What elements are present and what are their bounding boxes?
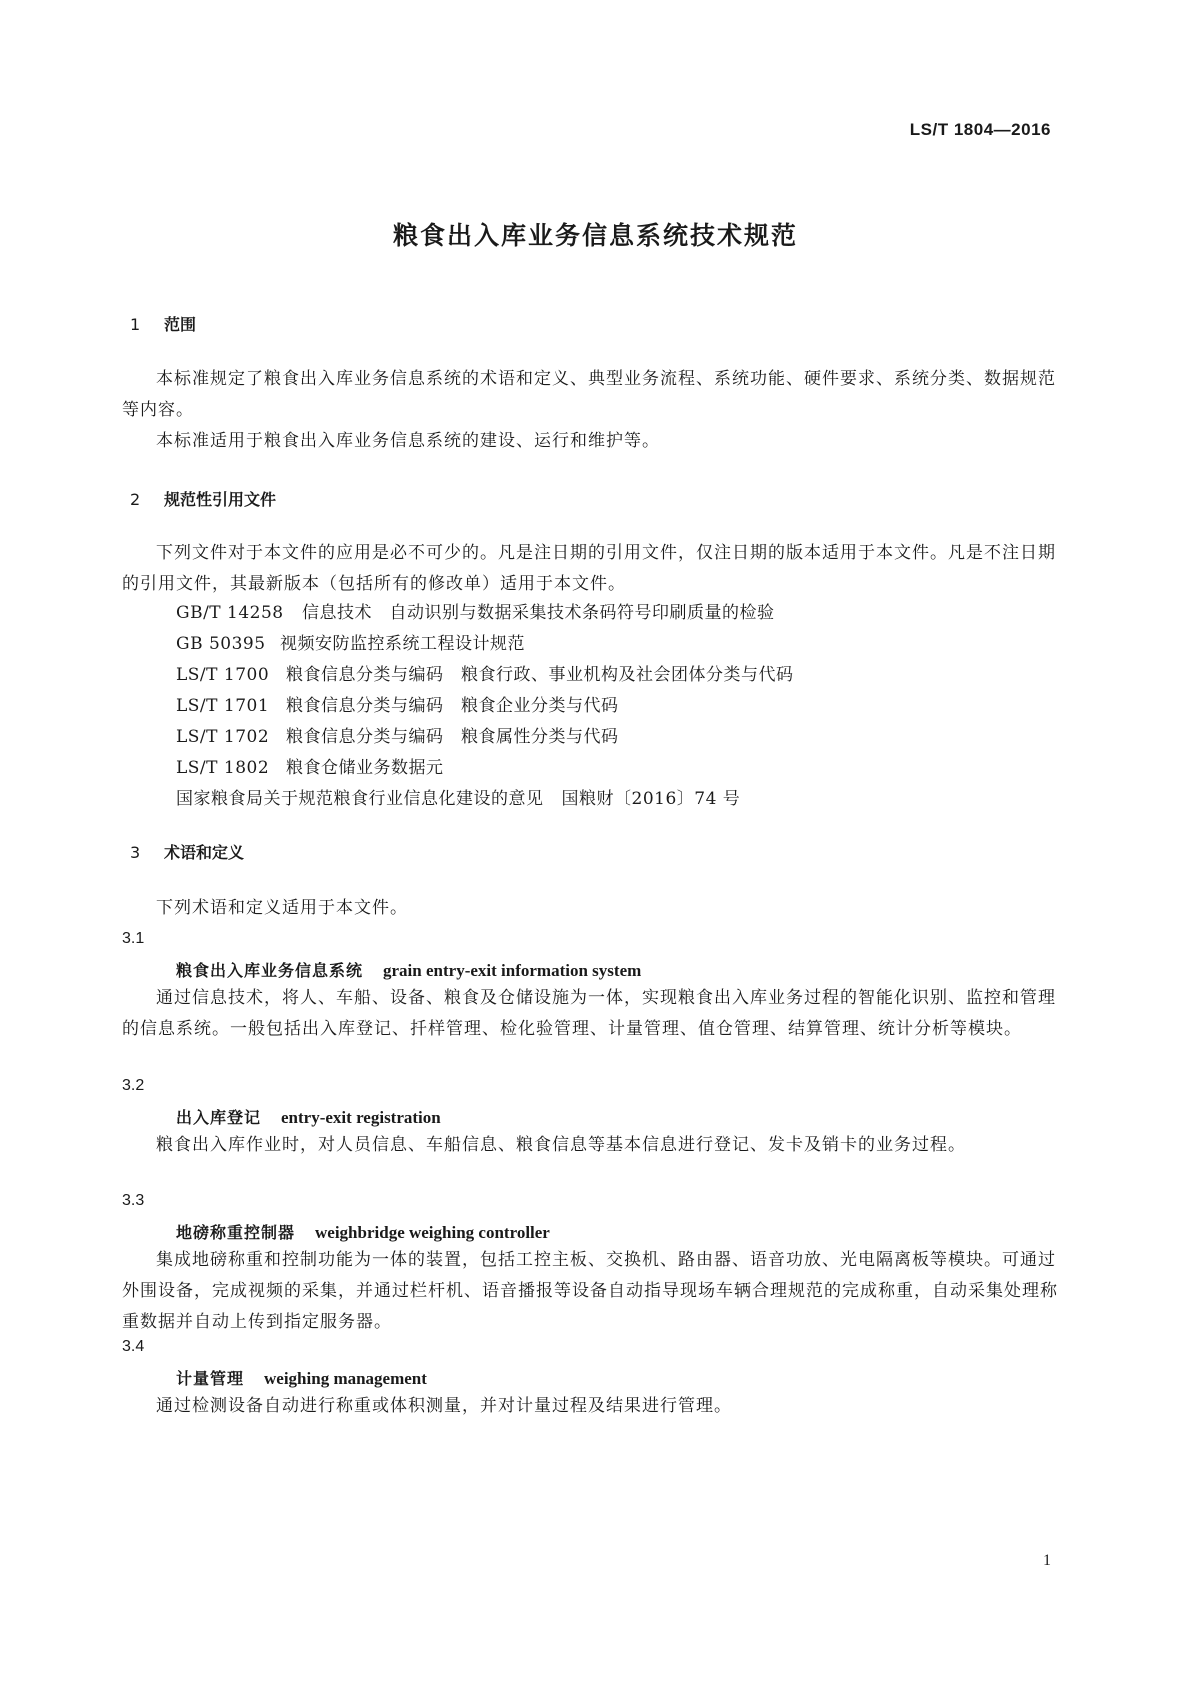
reference-item [176, 660, 1066, 691]
term-title-zh: 出入库登记 [176, 1108, 262, 1127]
page-number: 1 [1043, 1552, 1051, 1569]
standard-code: LS/T 1804—2016 [909, 120, 1051, 139]
term-title [176, 1105, 441, 1128]
term-number: 3.4 [122, 1338, 145, 1355]
term-title [176, 958, 641, 981]
term-definition: 粮食出入库作业时，对人员信息、车船信息、粮食信息等基本信息进行登记、发卡及销卡的业务过程。 [156, 1135, 966, 1155]
section-1-heading [130, 312, 196, 335]
reference-code: LS/T 1701 [176, 696, 270, 716]
section-number: 1 [130, 315, 141, 334]
section-3-heading [130, 840, 244, 863]
reference-title: 粮食信息分类与编码 粮食行政、事业机构及社会团体分类与代码 [286, 665, 794, 685]
reference-code: 国家粮食局关于规范粮食行业信息化建设的意见 [176, 789, 544, 809]
section-title: 术语和定义 [164, 843, 245, 862]
term-title-zh: 计量管理 [176, 1369, 245, 1388]
term-title-en: grain entry-exit information system [383, 961, 642, 980]
reference-title: 粮食信息分类与编码 粮食企业分类与代码 [286, 696, 619, 716]
term-title-zh: 地磅称重控制器 [176, 1223, 296, 1242]
document-title: 粮食出入库业务信息系统技术规范 [392, 221, 798, 250]
section-1-paragraph-2: 本标准适用于粮食出入库业务信息系统的建设、运行和维护等。 [156, 431, 660, 451]
term-number: 3.2 [122, 1077, 145, 1094]
term-number: 3.1 [122, 930, 145, 947]
section-1-paragraph-1: 本标准规定了粮食出入库业务信息系统的术语和定义、典型业务流程、系统功能、硬件要求、系统分类、数据规范等内容。 [122, 369, 1056, 420]
term-title [176, 1366, 427, 1389]
reference-code: LS/T 1700 [176, 665, 270, 685]
reference-title: 信息技术 自动识别与数据采集技术条码符号印刷质量的检验 [302, 603, 775, 623]
reference-item [176, 629, 1066, 660]
section-3-paragraph-1: 下列术语和定义适用于本文件。 [156, 898, 408, 918]
reference-title: 粮食信息分类与编码 粮食属性分类与代码 [286, 727, 619, 747]
section-2-paragraph-1: 下列文件对于本文件的应用是必不可少的。凡是注日期的引用文件，仅注日期的版本适用于本文件。凡是不注日期的引用文件，其最新版本（包括所有的修改单）适用于本文件。 [122, 543, 1056, 594]
section-2-heading [130, 487, 276, 510]
reference-code: GB/T 14258 [176, 603, 284, 623]
reference-item [176, 722, 1066, 753]
term-title-zh: 粮食出入库业务信息系统 [176, 961, 364, 980]
reference-code: GB 50395 [176, 634, 266, 654]
term-title-en: entry-exit registration [281, 1108, 441, 1127]
section-number: 3 [130, 843, 141, 862]
reference-code: LS/T 1702 [176, 727, 270, 747]
reference-title: 粮食仓储业务数据元 [286, 758, 444, 778]
term-number: 3.3 [122, 1192, 145, 1209]
reference-item [176, 753, 1066, 784]
section-title: 规范性引用文件 [164, 490, 277, 509]
reference-title: 视频安防监控系统工程设计规范 [280, 634, 525, 654]
reference-list [176, 598, 1066, 815]
section-number: 2 [130, 490, 141, 509]
reference-item [176, 691, 1066, 722]
term-title-en: weighing management [264, 1369, 427, 1388]
term-title-en: weighbridge weighing controller [315, 1223, 550, 1242]
reference-code: LS/T 1802 [176, 758, 270, 778]
reference-item [176, 784, 1066, 815]
term-title [176, 1220, 550, 1243]
section-title: 范围 [164, 315, 197, 334]
term-definition: 通过检测设备自动进行称重或体积测量，并对计量过程及结果进行管理。 [156, 1396, 732, 1416]
term-definition: 集成地磅称重和控制功能为一体的装置，包括工控主板、交换机、路由器、语音功放、光电隔离板等模块。可通过外围设备，完成视频的采集，并通过栏杆机、语音播报等设备自动指导现场车辆合理规范的完成称重，自动采集处理称重数据并自动上传到指定服务器。 [122, 1250, 1058, 1332]
reference-title: 国粮财〔2016〕74 号 [561, 789, 741, 809]
term-definition: 通过信息技术，将人、车船、设备、粮食及仓储设施为一体，实现粮食出入库业务过程的智能化识别、监控和管理的信息系统。一般包括出入库登记、扦样管理、检化验管理、计量管理、值仓管理、结算管理、统计分析等模块。 [122, 988, 1056, 1039]
reference-item [176, 598, 1066, 629]
